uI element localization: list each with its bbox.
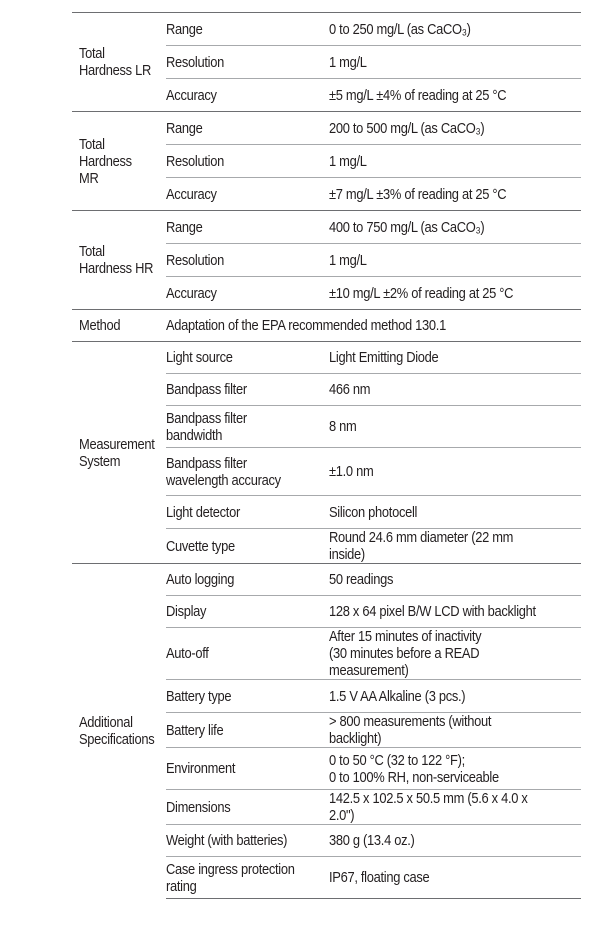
spec-label: Bandpass filter bandwidth: [166, 409, 247, 444]
spec-label-cell: [166, 448, 324, 496]
spec-value-cell: [324, 748, 581, 790]
spec-label-cell: [166, 13, 324, 46]
spec-value: Round 24.6 mm diameter (22 mm inside): [329, 529, 514, 563]
spec-label-cell: [166, 342, 324, 374]
spec-label-cell: [166, 79, 324, 112]
spec-value-cell: [324, 713, 581, 748]
group-name: Total Hardness MR: [79, 135, 132, 187]
spec-value: Silicon photocell: [329, 503, 418, 521]
group-name: Additional Specifications: [79, 714, 155, 749]
spec-label-cell: [166, 680, 324, 713]
spec-value-cell: [324, 790, 581, 825]
spec-value: ±10 mg/L ±2% of reading at 25 °C: [329, 284, 514, 302]
spec-row-total-hardness-mr-range: [72, 112, 581, 145]
spec-label: Light detector: [166, 503, 240, 521]
spec-value-cell: [324, 596, 581, 628]
spec-label-cell: [166, 178, 324, 211]
spec-value: ±5 mg/L ±4% of reading at 25 °C: [329, 86, 507, 104]
spec-label: Resolution: [166, 251, 224, 269]
spec-value-cell: [324, 79, 581, 112]
spec-value-cell: [324, 564, 581, 596]
specifications-body: [72, 13, 581, 899]
method-value: Adaptation of the EPA recommended method 130.1: [166, 317, 446, 334]
spec-label-cell: [166, 564, 324, 596]
spec-row-total-hardness-lr-range: [72, 13, 581, 46]
spec-value: 200 to 500 mg/L (as CaCO₃): [329, 119, 485, 137]
spec-label-cell: [166, 496, 324, 529]
spec-value: 1 mg/L: [329, 152, 367, 170]
group-name: Method: [79, 317, 121, 334]
spec-value-cell: [324, 13, 581, 46]
spec-value: ±1.0 nm: [329, 463, 374, 480]
spec-value: 8 nm: [329, 418, 357, 435]
spec-value-cell: [324, 277, 581, 310]
group-name-cell: [72, 564, 166, 899]
spec-value: 466 nm: [329, 381, 371, 398]
spec-label: Auto logging: [166, 571, 235, 588]
spec-label-cell: [166, 596, 324, 628]
spec-label-cell: [166, 244, 324, 277]
spec-value-cell: [324, 244, 581, 277]
spec-label-cell: [166, 211, 324, 244]
spec-value-cell: [324, 46, 581, 79]
spec-row-measurement-system-light-source: [72, 342, 581, 374]
spec-row-total-hardness-hr-range: [72, 211, 581, 244]
group-name: Total Hardness LR: [79, 45, 151, 79]
spec-label-cell: [166, 46, 324, 79]
spec-value: After 15 minutes of inactivity (30 minutes before a READ measurement): [329, 628, 482, 679]
spec-value: 0 to 50 °C (32 to 122 °F); 0 to 100% RH, non-serviceable: [329, 751, 499, 786]
method-value-cell: [166, 310, 581, 342]
spec-value: 50 readings: [329, 571, 394, 588]
spec-value-cell: [324, 374, 581, 406]
group-name-cell: [72, 211, 166, 310]
spec-value-cell: [324, 178, 581, 211]
spec-value: 380 g (13.4 oz.): [329, 832, 415, 849]
spec-label-cell: [166, 277, 324, 310]
spec-label-cell: [166, 529, 324, 564]
spec-label: Range: [166, 20, 203, 38]
group-name: Measurement System: [79, 435, 155, 470]
spec-label: Weight (with batteries): [166, 832, 288, 849]
spec-label-cell: [166, 374, 324, 406]
spec-label-cell: [166, 406, 324, 448]
spec-value-cell: [324, 112, 581, 145]
spec-value: Light Emitting Diode: [329, 349, 439, 366]
spec-value: 1 mg/L: [329, 53, 367, 71]
spec-label: Resolution: [166, 53, 224, 71]
spec-label-cell: [166, 825, 324, 857]
spec-label: Cuvette type: [166, 537, 235, 555]
spec-value-cell: [324, 406, 581, 448]
spec-label: Light source: [166, 349, 233, 366]
spec-value: 142.5 x 102.5 x 50.5 mm (5.6 x 4.0 x 2.0"): [329, 790, 528, 824]
spec-label: Resolution: [166, 152, 224, 170]
spec-value-cell: [324, 145, 581, 178]
spec-value: > 800 measurements (without backlight): [329, 713, 492, 747]
spec-label: Battery type: [166, 687, 232, 705]
group-name-cell: [72, 112, 166, 211]
spec-label: Accuracy: [166, 86, 217, 104]
spec-value: 1.5 V AA Alkaline (3 pcs.): [329, 687, 466, 705]
spec-label-cell: [166, 145, 324, 178]
spec-value: 1 mg/L: [329, 251, 367, 269]
spec-value: ±7 mg/L ±3% of reading at 25 °C: [329, 185, 507, 203]
spec-row-additional-specifications-auto-logging: [72, 564, 581, 596]
group-name-cell: [72, 310, 166, 342]
group-name-cell: [72, 342, 166, 564]
spec-label: Dimensions: [166, 798, 231, 816]
spec-label: Case ingress protection rating: [166, 860, 295, 895]
spec-label: Accuracy: [166, 185, 217, 203]
spec-label: Bandpass filter wavelength accuracy: [166, 454, 281, 489]
spec-label: Bandpass filter: [166, 381, 247, 398]
spec-label-cell: [166, 628, 324, 680]
spec-value-cell: [324, 680, 581, 713]
spec-label-cell: [166, 857, 324, 899]
group-name: Total Hardness HR: [79, 243, 154, 277]
spec-label-cell: [166, 790, 324, 825]
spec-label: Range: [166, 119, 203, 137]
spec-group-method: [72, 310, 581, 342]
spec-value: 0 to 250 mg/L (as CaCO₃): [329, 20, 471, 38]
spec-label: Auto-off: [166, 645, 209, 662]
spec-value-cell: [324, 857, 581, 899]
spec-value-cell: [324, 825, 581, 857]
spec-value-cell: [324, 211, 581, 244]
spec-value-cell: [324, 496, 581, 529]
spec-label-cell: [166, 713, 324, 748]
spec-label: Battery life: [166, 721, 224, 739]
spec-value: 128 x 64 pixel B/W LCD with backlight: [329, 603, 536, 620]
spec-value-cell: [324, 529, 581, 564]
spec-label-cell: [166, 112, 324, 145]
specifications-table: [72, 12, 581, 899]
spec-label: Display: [166, 603, 207, 620]
group-name-cell: [72, 13, 166, 112]
spec-value-cell: [324, 628, 581, 680]
spec-value-cell: [324, 448, 581, 496]
spec-value: IP67, floating case: [329, 869, 430, 886]
spec-value: 400 to 750 mg/L (as CaCO₃): [329, 218, 485, 236]
spec-label-cell: [166, 748, 324, 790]
spec-label: Range: [166, 218, 203, 236]
spec-label: Accuracy: [166, 284, 217, 302]
spec-label: Environment: [166, 760, 236, 777]
spec-value-cell: [324, 342, 581, 374]
